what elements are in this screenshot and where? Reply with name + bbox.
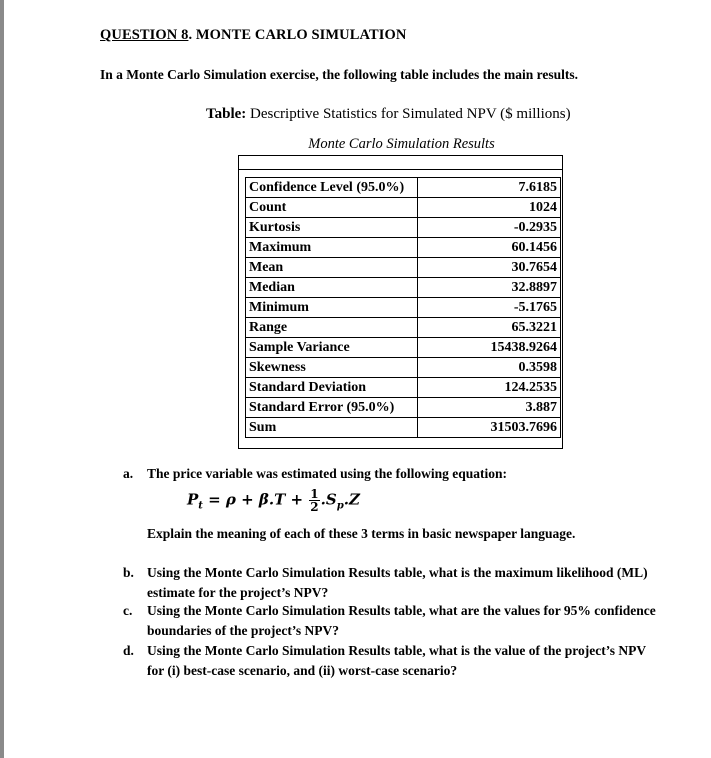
stat-value: 1024 bbox=[418, 198, 561, 218]
question-d-text-line1: Using the Monte Carlo Simulation Results table, what is the value of the project’s NPV bbox=[147, 643, 647, 658]
table-row bbox=[246, 278, 561, 298]
table-subtitle: Monte Carlo Simulation Results bbox=[308, 136, 495, 152]
table-caption bbox=[206, 106, 571, 123]
table-row bbox=[246, 398, 561, 418]
stats-table-body bbox=[246, 178, 561, 438]
question-c-text-line2: boundaries of the project’s NPV? bbox=[147, 623, 339, 638]
table-caption-text: Descriptive Statistics for Simulated NPV ($ millions) bbox=[246, 106, 571, 122]
question-a-text: The price variable was estimated using the following equation: bbox=[147, 466, 507, 481]
fraction-numerator: 1 bbox=[310, 487, 319, 501]
stat-label: Sum bbox=[246, 418, 418, 438]
question-number: QUESTION 8 bbox=[100, 27, 189, 43]
table-row bbox=[246, 338, 561, 358]
question-title: . MONTE CARLO SIMULATION bbox=[188, 27, 407, 43]
stat-value: 3.887 bbox=[418, 398, 561, 418]
stat-label: Minimum bbox=[246, 298, 418, 318]
stat-value: -0.2935 bbox=[418, 218, 561, 238]
stat-value: 15438.9264 bbox=[418, 338, 561, 358]
intro-text: In a Monte Carlo Simulation exercise, the following table includes the main results. bbox=[100, 67, 578, 82]
stat-label: Standard Error (95.0%) bbox=[246, 398, 418, 418]
stats-table bbox=[245, 177, 561, 438]
question-b-marker: b. bbox=[123, 565, 134, 580]
stat-value: 65.3221 bbox=[418, 318, 561, 338]
stat-label: Median bbox=[246, 278, 418, 298]
question-heading bbox=[100, 27, 406, 44]
equation-rhs-end: .Z bbox=[343, 490, 360, 509]
question-a-marker: a. bbox=[123, 466, 134, 481]
table-row bbox=[246, 238, 561, 258]
question-c bbox=[123, 601, 711, 641]
question-c-text-line1: Using the Monte Carlo Simulation Results table, what are the values for 95% confidence bbox=[147, 603, 656, 618]
question-d-marker: d. bbox=[123, 643, 134, 658]
equation-rhs-left: = ρ + β.T + bbox=[208, 490, 304, 509]
table-row bbox=[246, 358, 561, 378]
table-row bbox=[246, 418, 561, 438]
question-a-line2 bbox=[147, 524, 687, 544]
question-c-marker: c. bbox=[123, 603, 133, 618]
stat-value: 0.3598 bbox=[418, 358, 561, 378]
table-header-rule bbox=[239, 169, 562, 170]
table-caption-label: Table: bbox=[206, 106, 247, 122]
fraction-denominator: 2 bbox=[310, 500, 319, 514]
equation-lhs: P bbox=[187, 490, 199, 509]
price-equation bbox=[187, 488, 360, 513]
table-row bbox=[246, 178, 561, 198]
table-row bbox=[246, 298, 561, 318]
stat-value: 32.8897 bbox=[418, 278, 561, 298]
table-row bbox=[246, 258, 561, 278]
window-left-edge bbox=[0, 0, 4, 758]
stat-label: Count bbox=[246, 198, 418, 218]
question-a-instruction: Explain the meaning of each of these 3 terms in basic newspaper language. bbox=[147, 526, 576, 541]
question-d-text-line2: for (i) best-case scenario, and (ii) worst-case scenario? bbox=[147, 663, 458, 678]
stat-label: Maximum bbox=[246, 238, 418, 258]
stat-label: Range bbox=[246, 318, 418, 338]
equation-lhs-subscript: t bbox=[198, 500, 203, 512]
stat-value: 60.1456 bbox=[418, 238, 561, 258]
equation-rhs-subscript: p bbox=[336, 500, 344, 512]
stat-label: Skewness bbox=[246, 358, 418, 378]
stat-label: Kurtosis bbox=[246, 218, 418, 238]
question-a-line1 bbox=[123, 464, 683, 484]
results-table-frame bbox=[238, 155, 563, 449]
question-b bbox=[123, 563, 708, 603]
stat-label: Sample Variance bbox=[246, 338, 418, 358]
stat-value: 30.7654 bbox=[418, 258, 561, 278]
stat-value: -5.1765 bbox=[418, 298, 561, 318]
table-row bbox=[246, 218, 561, 238]
stat-value: 124.2535 bbox=[418, 378, 561, 398]
stat-label: Standard Deviation bbox=[246, 378, 418, 398]
stat-value: 31503.7696 bbox=[418, 418, 561, 438]
table-row bbox=[246, 378, 561, 398]
equation-fraction bbox=[309, 488, 319, 513]
stat-label: Confidence Level (95.0%) bbox=[246, 178, 418, 198]
table-row bbox=[246, 198, 561, 218]
table-row bbox=[246, 318, 561, 338]
stat-label: Mean bbox=[246, 258, 418, 278]
stat-value: 7.6185 bbox=[418, 178, 561, 198]
question-b-text-line1: Using the Monte Carlo Simulation Results table, what is the maximum likelihood (ML) bbox=[147, 565, 648, 580]
question-b-text-line2: estimate for the project’s NPV? bbox=[147, 585, 329, 600]
question-d bbox=[123, 641, 708, 681]
equation-rhs-right: .S bbox=[320, 490, 337, 509]
